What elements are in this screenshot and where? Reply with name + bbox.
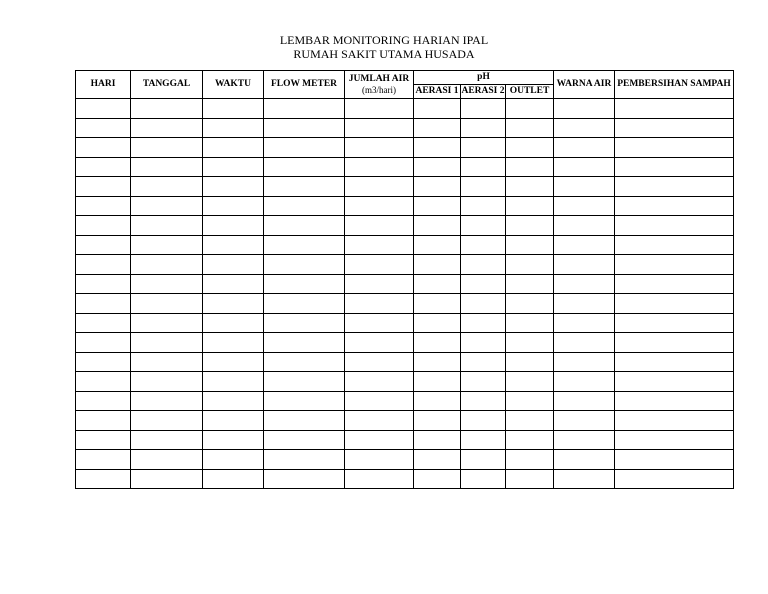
cell-jumlah-air	[345, 274, 414, 294]
cell-jumlah-air	[345, 196, 414, 216]
table-row	[76, 255, 734, 275]
cell-outlet	[506, 430, 554, 450]
cell-jumlah-air	[345, 469, 414, 489]
cell-tanggal	[131, 352, 203, 372]
cell-tanggal	[131, 294, 203, 314]
cell-flow-meter	[264, 411, 345, 431]
cell-aerasi-2	[461, 411, 506, 431]
cell-aerasi-1	[414, 118, 461, 138]
cell-outlet	[506, 216, 554, 236]
cell-waktu	[203, 333, 264, 353]
cell-flow-meter	[264, 138, 345, 158]
cell-aerasi-2	[461, 372, 506, 392]
cell-warna-air	[554, 411, 615, 431]
cell-outlet	[506, 235, 554, 255]
cell-aerasi-2	[461, 157, 506, 177]
cell-outlet	[506, 118, 554, 138]
header-aerasi-2: AERASI 2	[461, 85, 506, 99]
cell-aerasi-1	[414, 99, 461, 119]
cell-tanggal	[131, 118, 203, 138]
table-row	[76, 294, 734, 314]
cell-pembersihan-sampah	[615, 235, 734, 255]
cell-jumlah-air	[345, 294, 414, 314]
cell-aerasi-1	[414, 391, 461, 411]
cell-aerasi-1	[414, 235, 461, 255]
cell-tanggal	[131, 391, 203, 411]
cell-aerasi-2	[461, 118, 506, 138]
cell-warna-air	[554, 255, 615, 275]
header-warna-air: WARNA AIR	[554, 71, 615, 99]
cell-flow-meter	[264, 216, 345, 236]
cell-pembersihan-sampah	[615, 216, 734, 236]
cell-aerasi-2	[461, 99, 506, 119]
cell-warna-air	[554, 138, 615, 158]
cell-waktu	[203, 177, 264, 197]
cell-tanggal	[131, 235, 203, 255]
header-waktu: WAKTU	[203, 71, 264, 99]
cell-outlet	[506, 138, 554, 158]
cell-aerasi-1	[414, 177, 461, 197]
cell-outlet	[506, 157, 554, 177]
table-row	[76, 177, 734, 197]
cell-aerasi-1	[414, 274, 461, 294]
table-row	[76, 157, 734, 177]
cell-jumlah-air	[345, 157, 414, 177]
cell-jumlah-air	[345, 177, 414, 197]
cell-waktu	[203, 469, 264, 489]
cell-aerasi-1	[414, 333, 461, 353]
cell-aerasi-1	[414, 294, 461, 314]
cell-tanggal	[131, 157, 203, 177]
table-row	[76, 138, 734, 158]
cell-flow-meter	[264, 99, 345, 119]
title-line-1: LEMBAR MONITORING HARIAN IPAL	[279, 33, 489, 47]
table-row	[76, 99, 734, 119]
cell-waktu	[203, 294, 264, 314]
cell-outlet	[506, 255, 554, 275]
cell-aerasi-1	[414, 313, 461, 333]
cell-waktu	[203, 99, 264, 119]
cell-flow-meter	[264, 450, 345, 470]
cell-tanggal	[131, 216, 203, 236]
cell-outlet	[506, 196, 554, 216]
cell-aerasi-2	[461, 274, 506, 294]
table-row	[76, 430, 734, 450]
cell-aerasi-2	[461, 333, 506, 353]
table-row	[76, 196, 734, 216]
cell-flow-meter	[264, 352, 345, 372]
cell-pembersihan-sampah	[615, 138, 734, 158]
cell-flow-meter	[264, 469, 345, 489]
cell-aerasi-1	[414, 157, 461, 177]
cell-waktu	[203, 118, 264, 138]
cell-pembersihan-sampah	[615, 313, 734, 333]
cell-outlet	[506, 450, 554, 470]
cell-outlet	[506, 372, 554, 392]
cell-warna-air	[554, 372, 615, 392]
cell-pembersihan-sampah	[615, 391, 734, 411]
cell-tanggal	[131, 372, 203, 392]
cell-jumlah-air	[345, 450, 414, 470]
cell-aerasi-2	[461, 391, 506, 411]
cell-pembersihan-sampah	[615, 450, 734, 470]
cell-tanggal	[131, 313, 203, 333]
cell-jumlah-air	[345, 216, 414, 236]
cell-hari	[76, 138, 131, 158]
monitoring-table	[75, 70, 734, 489]
header-jumlah-air	[345, 71, 414, 99]
cell-outlet	[506, 411, 554, 431]
header-outlet: OUTLET	[506, 85, 554, 99]
table-row	[76, 118, 734, 138]
cell-outlet	[506, 391, 554, 411]
cell-pembersihan-sampah	[615, 469, 734, 489]
cell-hari	[76, 294, 131, 314]
table-row	[76, 333, 734, 353]
cell-hari	[76, 118, 131, 138]
cell-warna-air	[554, 469, 615, 489]
cell-waktu	[203, 430, 264, 450]
cell-hari	[76, 274, 131, 294]
cell-hari	[76, 196, 131, 216]
cell-tanggal	[131, 196, 203, 216]
table-row	[76, 372, 734, 392]
cell-hari	[76, 216, 131, 236]
cell-hari	[76, 333, 131, 353]
cell-warna-air	[554, 157, 615, 177]
cell-pembersihan-sampah	[615, 294, 734, 314]
table-row	[76, 216, 734, 236]
cell-aerasi-2	[461, 430, 506, 450]
cell-jumlah-air	[345, 333, 414, 353]
cell-waktu	[203, 235, 264, 255]
cell-jumlah-air	[345, 255, 414, 275]
cell-warna-air	[554, 333, 615, 353]
cell-aerasi-2	[461, 138, 506, 158]
header-jumlah-air-label: JUMLAH AIR	[348, 74, 410, 84]
cell-hari	[76, 255, 131, 275]
cell-aerasi-1	[414, 372, 461, 392]
cell-hari	[76, 450, 131, 470]
cell-outlet	[506, 352, 554, 372]
cell-outlet	[506, 469, 554, 489]
cell-jumlah-air	[345, 372, 414, 392]
cell-aerasi-2	[461, 294, 506, 314]
cell-flow-meter	[264, 333, 345, 353]
cell-hari	[76, 391, 131, 411]
cell-flow-meter	[264, 177, 345, 197]
header-row	[76, 71, 734, 85]
cell-jumlah-air	[345, 313, 414, 333]
cell-pembersihan-sampah	[615, 274, 734, 294]
header-pembersihan-sampah: PEMBERSIHAN SAMPAH	[615, 71, 734, 99]
cell-jumlah-air	[345, 235, 414, 255]
cell-warna-air	[554, 391, 615, 411]
cell-flow-meter	[264, 235, 345, 255]
cell-aerasi-1	[414, 450, 461, 470]
table-row	[76, 313, 734, 333]
cell-aerasi-1	[414, 411, 461, 431]
cell-aerasi-1	[414, 196, 461, 216]
cell-waktu	[203, 255, 264, 275]
cell-jumlah-air	[345, 138, 414, 158]
cell-warna-air	[554, 99, 615, 119]
cell-aerasi-1	[414, 352, 461, 372]
cell-outlet	[506, 99, 554, 119]
cell-waktu	[203, 411, 264, 431]
cell-flow-meter	[264, 313, 345, 333]
cell-tanggal	[131, 450, 203, 470]
document-title	[0, 33, 768, 61]
cell-flow-meter	[264, 255, 345, 275]
cell-tanggal	[131, 177, 203, 197]
cell-aerasi-1	[414, 430, 461, 450]
cell-aerasi-1	[414, 255, 461, 275]
cell-aerasi-1	[414, 138, 461, 158]
cell-jumlah-air	[345, 411, 414, 431]
cell-pembersihan-sampah	[615, 255, 734, 275]
cell-tanggal	[131, 411, 203, 431]
cell-aerasi-2	[461, 450, 506, 470]
table-row	[76, 411, 734, 431]
cell-waktu	[203, 352, 264, 372]
table-row	[76, 274, 734, 294]
cell-flow-meter	[264, 430, 345, 450]
cell-warna-air	[554, 235, 615, 255]
table-row	[76, 352, 734, 372]
cell-tanggal	[131, 99, 203, 119]
cell-flow-meter	[264, 274, 345, 294]
cell-waktu	[203, 313, 264, 333]
table-row	[76, 391, 734, 411]
cell-outlet	[506, 313, 554, 333]
cell-waktu	[203, 372, 264, 392]
cell-jumlah-air	[345, 352, 414, 372]
header-hari: HARI	[76, 71, 131, 99]
cell-outlet	[506, 177, 554, 197]
cell-waktu	[203, 196, 264, 216]
cell-warna-air	[554, 294, 615, 314]
cell-flow-meter	[264, 372, 345, 392]
cell-aerasi-2	[461, 313, 506, 333]
cell-aerasi-2	[461, 469, 506, 489]
cell-warna-air	[554, 216, 615, 236]
cell-pembersihan-sampah	[615, 430, 734, 450]
cell-hari	[76, 430, 131, 450]
cell-hari	[76, 313, 131, 333]
cell-warna-air	[554, 352, 615, 372]
cell-hari	[76, 352, 131, 372]
cell-pembersihan-sampah	[615, 99, 734, 119]
cell-warna-air	[554, 450, 615, 470]
cell-hari	[76, 411, 131, 431]
cell-pembersihan-sampah	[615, 157, 734, 177]
cell-hari	[76, 157, 131, 177]
cell-pembersihan-sampah	[615, 352, 734, 372]
header-flow-meter: FLOW METER	[264, 71, 345, 99]
cell-flow-meter	[264, 391, 345, 411]
cell-warna-air	[554, 196, 615, 216]
cell-outlet	[506, 294, 554, 314]
title-line-2: RUMAH SAKIT UTAMA HUSADA	[293, 47, 475, 61]
cell-hari	[76, 469, 131, 489]
cell-pembersihan-sampah	[615, 196, 734, 216]
cell-hari	[76, 177, 131, 197]
cell-tanggal	[131, 430, 203, 450]
cell-outlet	[506, 274, 554, 294]
cell-pembersihan-sampah	[615, 118, 734, 138]
cell-aerasi-1	[414, 469, 461, 489]
cell-pembersihan-sampah	[615, 372, 734, 392]
cell-warna-air	[554, 313, 615, 333]
cell-pembersihan-sampah	[615, 333, 734, 353]
table-row	[76, 469, 734, 489]
cell-jumlah-air	[345, 391, 414, 411]
header-tanggal: TANGGAL	[131, 71, 203, 99]
cell-jumlah-air	[345, 99, 414, 119]
table-body	[76, 99, 734, 489]
header-ph: pH	[414, 71, 554, 85]
cell-aerasi-2	[461, 177, 506, 197]
cell-tanggal	[131, 469, 203, 489]
cell-hari	[76, 235, 131, 255]
cell-tanggal	[131, 138, 203, 158]
cell-aerasi-2	[461, 235, 506, 255]
cell-hari	[76, 372, 131, 392]
cell-aerasi-1	[414, 216, 461, 236]
cell-waktu	[203, 274, 264, 294]
cell-tanggal	[131, 333, 203, 353]
cell-aerasi-2	[461, 352, 506, 372]
cell-waktu	[203, 450, 264, 470]
cell-jumlah-air	[345, 430, 414, 450]
cell-tanggal	[131, 255, 203, 275]
cell-aerasi-2	[461, 196, 506, 216]
cell-jumlah-air	[345, 118, 414, 138]
header-aerasi-1: AERASI 1	[414, 85, 461, 99]
cell-warna-air	[554, 430, 615, 450]
table-row	[76, 235, 734, 255]
cell-pembersihan-sampah	[615, 177, 734, 197]
cell-flow-meter	[264, 294, 345, 314]
cell-flow-meter	[264, 118, 345, 138]
cell-tanggal	[131, 274, 203, 294]
header-jumlah-air-unit: (m3/hari)	[362, 85, 396, 95]
cell-hari	[76, 99, 131, 119]
cell-warna-air	[554, 274, 615, 294]
cell-waktu	[203, 138, 264, 158]
cell-flow-meter	[264, 157, 345, 177]
cell-warna-air	[554, 118, 615, 138]
cell-waktu	[203, 391, 264, 411]
cell-waktu	[203, 157, 264, 177]
cell-aerasi-2	[461, 255, 506, 275]
table-row	[76, 450, 734, 470]
cell-waktu	[203, 216, 264, 236]
cell-flow-meter	[264, 196, 345, 216]
cell-warna-air	[554, 177, 615, 197]
cell-pembersihan-sampah	[615, 411, 734, 431]
cell-aerasi-2	[461, 216, 506, 236]
cell-outlet	[506, 333, 554, 353]
